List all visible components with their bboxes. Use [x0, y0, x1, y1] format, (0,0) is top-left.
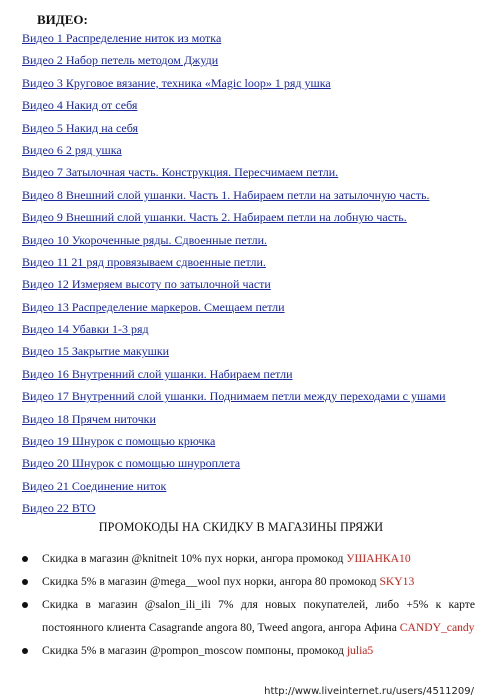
- video-link[interactable]: Видео 15 Закрытие макушки: [22, 344, 170, 359]
- video-link[interactable]: Видео 2 Набор петель методом Джуди: [22, 53, 219, 68]
- promo-title: ПРОМОКОДЫ НА СКИДКУ В МАГАЗИНЫ ПРЯЖИ: [98, 520, 384, 534]
- video-link[interactable]: Видео 7 Затылочная часть. Конструкция. Пересчимаем петли.: [22, 165, 339, 180]
- promo-list: [20, 547, 475, 662]
- video-link[interactable]: Видео 10 Укороченные ряды. Сдвоенные петли.: [22, 232, 267, 247]
- video-link[interactable]: Видео 19 Шнурок с помощью крючка: [22, 434, 216, 449]
- bullet-icon: [22, 648, 28, 654]
- promo-text: Скидка 5% в магазин @pompon_moscow помпоны, промокод: [42, 644, 347, 657]
- video-link[interactable]: Видео 13 Распределение маркеров. Смещаем петли: [22, 299, 285, 314]
- bullet-icon: [22, 579, 28, 585]
- video-link[interactable]: Видео 22 ВТО: [22, 501, 96, 516]
- bullet-icon: [22, 602, 28, 608]
- video-link[interactable]: Видео 4 Накид от себя: [22, 98, 138, 113]
- promo-item: [20, 547, 475, 570]
- video-link[interactable]: Видео 6 2 ряд ушка: [22, 142, 122, 157]
- promo-item: [20, 570, 475, 593]
- video-link[interactable]: Видео 3 Круговое вязание, техника «Magic loop» 1 ряд ушка: [22, 75, 331, 90]
- video-link[interactable]: Видео 5 Накид на себя: [22, 120, 139, 135]
- promo-item: [20, 593, 475, 639]
- video-link-list: [22, 30, 477, 523]
- source-url[interactable]: http://www.liveinternet.ru/users/4511209/: [264, 686, 474, 697]
- promo-text: Скидка в магазин @knitneit 10% пух норки, ангора промокод: [42, 552, 347, 565]
- video-link[interactable]: Видео 14 Убавки 1-3 ряд: [22, 322, 149, 337]
- video-link[interactable]: Видео 11 21 ряд провязываем сдвоенные петли.: [22, 254, 266, 269]
- video-link[interactable]: Видео 16 Внутренний слой ушанки. Набираем петли: [22, 366, 293, 381]
- promo-code: УШАНКА10: [346, 552, 411, 565]
- promo-text: Скидка в магазин @salon_ili_ili 7% для новых покупателей, либо +5% к карте постоянного клиента Casagrande angora 80, Tweed angora, ангора Афина: [42, 598, 475, 634]
- promo-item: [20, 639, 475, 662]
- video-link[interactable]: Видео 21 Соединение ниток: [22, 478, 167, 493]
- video-link[interactable]: Видео 1 Распределение ниток из мотка: [22, 31, 222, 45]
- video-link[interactable]: Видео 12 Измеряем высоту по затылочной части: [22, 277, 271, 292]
- video-heading: ВИДЕО:: [37, 12, 88, 27]
- promo-code: SKY13: [379, 575, 415, 588]
- video-link[interactable]: Видео 9 Внешний слой ушанки. Часть 2. Набираем петли на лобную часть.: [22, 210, 407, 225]
- bullet-icon: [22, 556, 28, 562]
- video-link[interactable]: Видео 17 Внутренний слой ушанки. Поднимаем петли между переходами с ушами: [22, 389, 446, 404]
- promo-code: CANDY_candy: [399, 621, 475, 634]
- promo-code: julia5: [346, 644, 374, 657]
- video-link[interactable]: Видео 8 Внешний слой ушанки. Часть 1. Набираем петли на затылочную часть.: [22, 187, 430, 202]
- video-link[interactable]: Видео 18 Прячем ниточки: [22, 411, 156, 426]
- video-link[interactable]: Видео 20 Шнурок с помощью шнуроплета: [22, 456, 241, 471]
- promo-text: Скидка 5% в магазин @mega__wool пух норки, ангора 80 промокод: [42, 575, 380, 588]
